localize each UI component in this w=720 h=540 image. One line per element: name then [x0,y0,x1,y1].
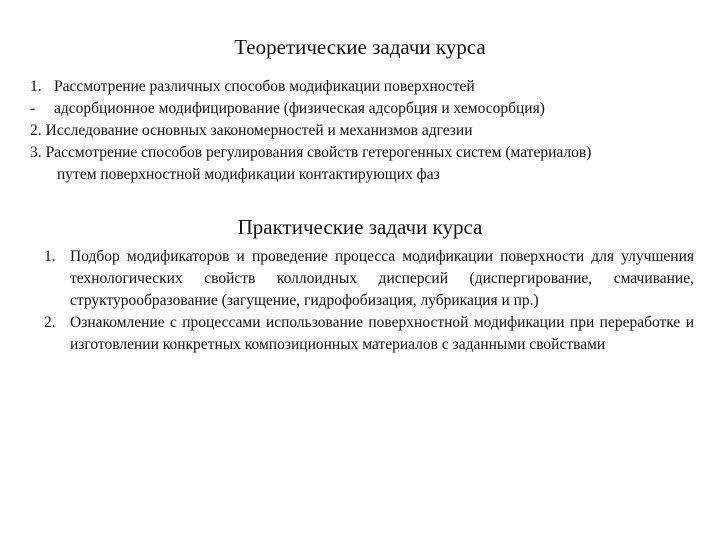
list-item [44,246,694,312]
practice-title: Практические задачи курса [237,215,483,239]
list-marker: 2. [44,314,56,331]
list-item-text: адсорбционное модифицирование (физическая адсорбция и хемосорбция) [54,100,545,117]
list-item-text: Подбор модификаторов и проведение процесса модификации поверхности для улучшения технологических свойств коллоидных дисперсий (диспергирование, смачивание, структурообразование (загущение, гидрофобизация, лубрикация и пр.) [70,248,694,309]
theory-title: Теоретические задачи курса [234,35,486,59]
list-item-text: Ознакомление с процессами использование поверхностной модификации при переработке и изготовлении конкретных композиционных материалов с заданными свойствами [70,314,694,353]
practice-list [44,246,694,356]
theory-list [30,76,710,186]
list-item [30,76,710,98]
list-marker: 3. [30,144,42,161]
list-item [44,312,694,356]
list-item [30,98,710,120]
list-item-text: Исследование основных закономерностей и механизмов адгезии [45,122,473,139]
list-marker: 1. [44,248,56,265]
list-marker: - [30,100,36,117]
list-marker: 2. [30,122,42,139]
list-item-continuation [30,164,710,186]
list-item-text: путем поверхностной модификации контактирующих фаз [57,166,440,183]
list-item [30,120,710,142]
list-item-text: Рассмотрение способов регулирования свойств гетерогенных систем (материалов) [45,144,592,161]
list-item-text: Рассмотрение различных способов модификации поверхностей [54,78,475,95]
list-marker: 1. [30,78,42,95]
list-item [30,142,710,164]
